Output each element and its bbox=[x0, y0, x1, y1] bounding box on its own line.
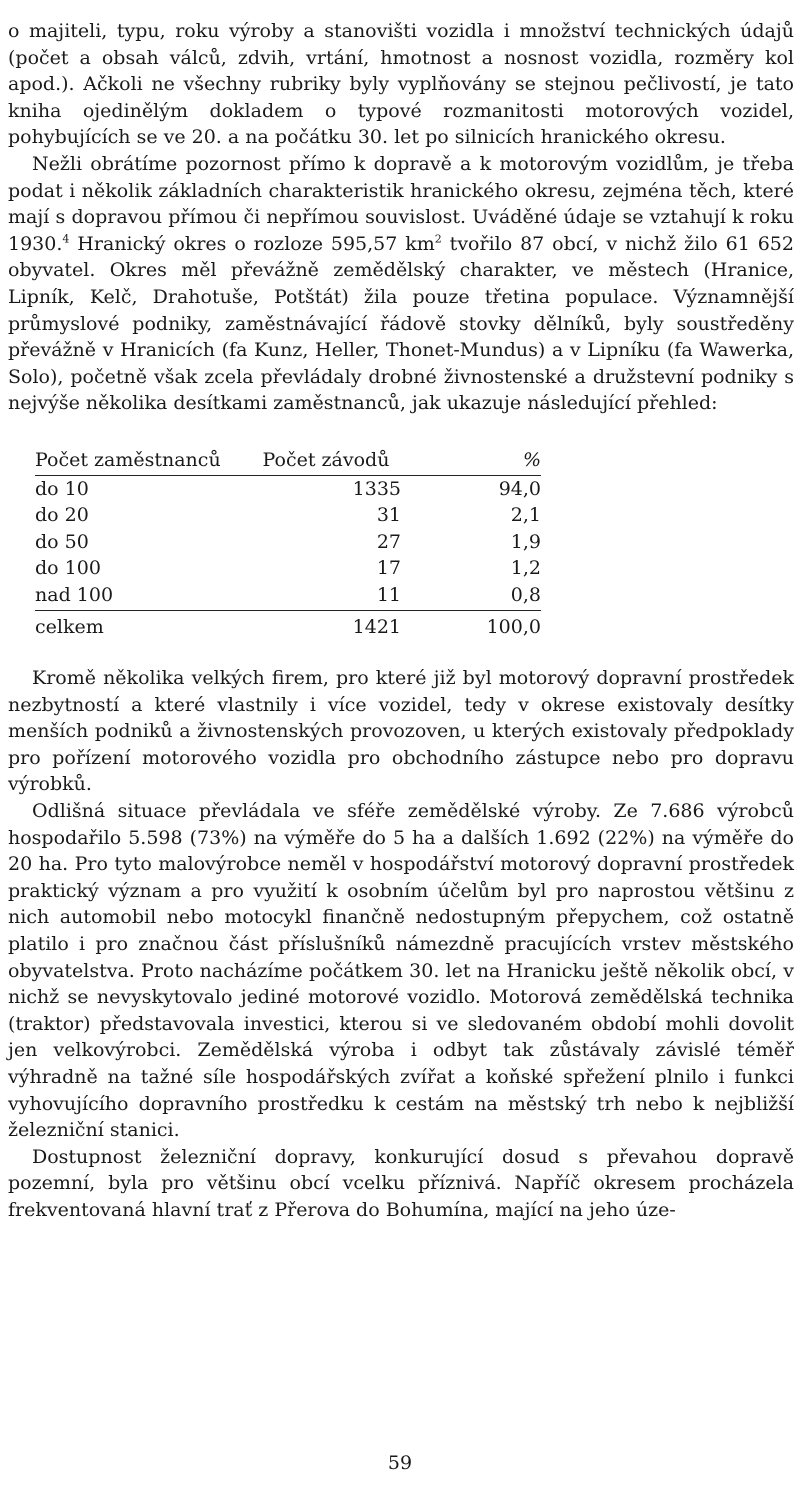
table-total-row bbox=[35, 611, 541, 641]
header-employees: Počet zaměstnanců bbox=[35, 447, 251, 475]
page-body bbox=[8, 18, 794, 1224]
table-row bbox=[35, 555, 541, 582]
header-plants: Počet závodů bbox=[251, 447, 401, 475]
row-category: do 100 bbox=[35, 557, 101, 580]
paragraph-2-text-a: Nežli obrátíme pozornost přímo k dopravě a k motorovým vozidlům, je třeba podat i několik základních charakteristik hranického okresu, zejména těch, které mají s dopravou přímou či nepřímou souvislost. Uváděné údaje se vztahují k roku 1930. bbox=[8, 152, 794, 255]
row-percent: 0,8 bbox=[401, 582, 541, 611]
paragraph-5: Dostupnost železniční dopravy, konkurující dosud s převahou dopravě pozemní, byla pro většinu obcí vcelku příznivá. Napříč okresem procházela frekventovaná hlavní trať z Přerova do Bohumína, mající na jeho úze- bbox=[8, 1145, 794, 1221]
total-plants: 1421 bbox=[352, 616, 401, 639]
paragraph-2-text-c: tvořilo 87 obcí, v nichž žilo 61 652 obyvatel. Okres měl převážně zemědělský charakter, ve městech (Hranice, Lipník, Kelč, Drahotuše, Potštát) žila pouze třetina populace. Významnější průmyslové podniky, zaměstnávající řádově stovky dělníků, byly soustředěny převážně v Hranicích (fa Kunz, Heller, Thonet-Mundus) a v Lipníku (fa Wawerka, Solo), početně však zcela převládaly drobné živnostenské a družstevní podniky s nejvýše několika desítkami zaměstnanců, jak ukazuje následující přehled: bbox=[8, 232, 794, 415]
paragraph-3: Kromě několika velkých firem, pro které již byl motorový dopravní prostředek nezbytností a které vlastnily i více vozidel, tedy v okrese existovaly desítky menších podniků a živnostenských provozoven, u kterých existovaly předpoklady pro pořízení motorového vozidla pro obchodního zástupce nebo pro dopravu výrobků. bbox=[8, 667, 794, 796]
footnote-ref: 4 bbox=[62, 232, 70, 246]
paragraph-2 bbox=[8, 151, 794, 417]
row-category: do 50 bbox=[35, 530, 89, 553]
row-plants: 27 bbox=[376, 530, 401, 553]
page-number: 59 bbox=[387, 1452, 413, 1474]
row-percent: 1,9 bbox=[510, 530, 541, 553]
superscript-2: 2 bbox=[434, 232, 442, 246]
row-plants: 31 bbox=[376, 504, 401, 527]
row-percent: 1,2 bbox=[510, 557, 541, 580]
row-plants: 17 bbox=[376, 557, 401, 580]
table-row bbox=[35, 529, 541, 556]
paragraph-2-text-b: Hranický okres o rozloze 595,57 km bbox=[69, 232, 435, 255]
paragraph-1: o majiteli, typu, roku výroby a stanovišti vozidla i množství technických údajů (počet a obsah válců, zdvih, vrtání, hmotnost a nosnost vozidla, rozměry kol apod.). Ačkoli ne všechny rubriky byly vyplňovány se stejnou pečlivostí, je tato kniha ojedinělým dokladem o typové rozmanitosti motorových vozidel, pohybujících se ve 20. a na počátku 30. let po silnicích hranického okresu. bbox=[8, 20, 794, 149]
row-plants: 1335 bbox=[352, 477, 401, 500]
row-category: do 20 bbox=[35, 504, 89, 527]
employees-table-wrap bbox=[35, 447, 541, 641]
row-percent: 94,0 bbox=[498, 477, 541, 500]
table-row bbox=[35, 502, 541, 529]
table-header-row bbox=[35, 447, 541, 475]
row-plants: 11 bbox=[251, 582, 401, 611]
row-category: do 10 bbox=[35, 477, 89, 500]
table-row bbox=[35, 475, 541, 502]
table-row bbox=[35, 582, 541, 611]
row-category: nad 100 bbox=[35, 582, 251, 611]
employees-table bbox=[35, 447, 541, 641]
total-label: celkem bbox=[35, 616, 104, 639]
paragraph-4: Odlišná situace převládala ve sféře zemědělské výroby. Ze 7.686 výrobců hospodařilo 5.598 (73%) na výměře do 5 ha a dalších 1.692 (22%) na výměře do 20 ha. Pro tyto malovýrobce neměl v hospodářství motorový dopravní prostředek praktický význam a pro využití k osobním účelům byl pro naprostou většinu z nich automobil nebo motocykl finančně nedostupným přepychem, což ostatně platilo i pro značnou část příslušníků námezdně pracujících vrstev městského obyvatelstva. Proto nacházíme počátkem 30. let na Hranicku ještě několik obcí, v nichž se nevyskytovalo jediné motorové vozidlo. Motorová zemědělská technika (traktor) představovala investici, kterou si ve sledovaném období mohli dovolit jen velkovýrobci. Zemědělská výroba i odbyt tak zůstávaly závislé téměř výhradně na tažné síle hospodářských zvířat a koňské spřežení plnilo i funkci vyhovujícího dopravního prostředku k cestám na městský trh nebo k nejbližší železniční stanici. bbox=[8, 800, 794, 1142]
total-percent: 100,0 bbox=[486, 616, 541, 639]
row-percent: 2,1 bbox=[510, 504, 541, 527]
header-percent: % bbox=[401, 447, 541, 475]
